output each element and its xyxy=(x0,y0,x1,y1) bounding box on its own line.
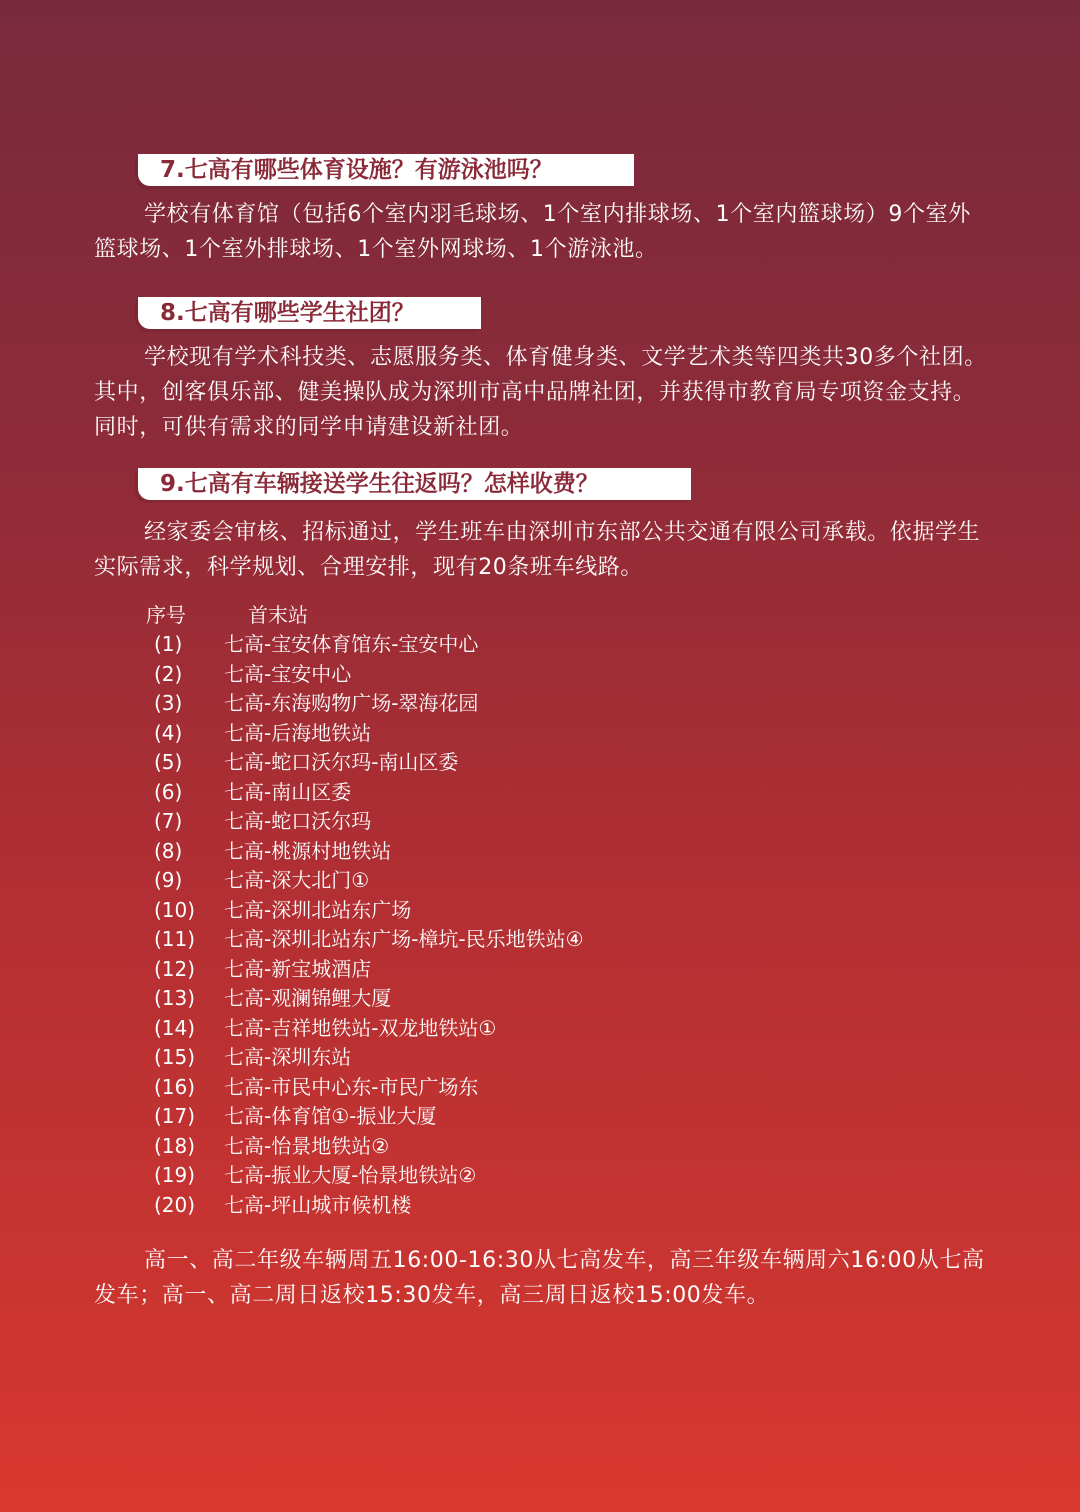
bus-schedule-text: 高一、高二年级车辆周五16:00-16:30从七高发车，高三年级车辆周六16:00从七高发车；高一、高二周日返校15:30发车，高三周日返校15:00发车。 xyxy=(94,1248,985,1308)
route-number: (20) xyxy=(154,1192,196,1217)
route-row xyxy=(146,630,584,660)
route-name: 七高-深圳北站东广场 xyxy=(224,897,412,922)
route-row xyxy=(146,925,584,955)
header-number: 序号 xyxy=(146,603,186,627)
route-name: 七高-坪山城市候机楼 xyxy=(224,1192,412,1217)
route-row xyxy=(146,660,584,690)
route-number: (13) xyxy=(154,986,196,1010)
route-row xyxy=(146,1102,584,1132)
route-name: 七高-振业大厦-怡景地铁站② xyxy=(224,1163,477,1187)
route-name: 七高-南山区委 xyxy=(224,779,352,804)
bus-route-list xyxy=(146,600,584,1220)
route-number: (19) xyxy=(154,1163,196,1187)
route-number: (7) xyxy=(154,809,183,833)
route-number: (5) xyxy=(154,750,183,774)
section-7-heading: 7.七高有哪些体育设施？有游泳池吗？ xyxy=(138,154,634,186)
route-row xyxy=(146,1043,584,1073)
route-row xyxy=(146,807,584,837)
route-name: 七高-蛇口沃尔玛-南山区委 xyxy=(224,750,459,774)
route-name: 七高-深圳东站 xyxy=(224,1045,352,1069)
route-name: 七高-宝安中心 xyxy=(224,661,352,686)
route-row xyxy=(146,896,584,926)
route-number: (17) xyxy=(154,1104,196,1128)
route-number: (2) xyxy=(154,661,183,686)
route-row xyxy=(146,955,584,985)
route-number: (9) xyxy=(154,868,183,892)
section-8-heading: 8.七高有哪些学生社团？ xyxy=(138,297,481,329)
route-row xyxy=(146,1014,584,1044)
route-row xyxy=(146,984,584,1014)
route-name: 七高-市民中心东-市民广场东 xyxy=(224,1074,479,1099)
route-name: 七高-体育馆①-振业大厦 xyxy=(224,1104,437,1128)
route-row xyxy=(146,837,584,867)
route-row xyxy=(146,689,584,719)
route-number: (12) xyxy=(154,956,196,981)
route-number: (1) xyxy=(154,632,183,656)
route-number: (10) xyxy=(154,897,196,922)
route-name: 七高-深圳北站东广场-樟坑-民乐地铁站④ xyxy=(224,927,584,951)
route-number: (6) xyxy=(154,779,183,804)
route-number: (11) xyxy=(154,927,196,951)
route-name: 七高-深大北门① xyxy=(224,868,370,892)
route-name: 七高-东海购物广场-翠海花园 xyxy=(224,691,479,715)
route-list-header xyxy=(146,600,584,630)
route-name: 七高-观澜锦鲤大厦 xyxy=(224,986,392,1010)
route-number: (15) xyxy=(154,1045,196,1069)
route-number: (16) xyxy=(154,1074,196,1099)
route-name: 七高-吉祥地铁站-双龙地铁站① xyxy=(224,1015,497,1040)
route-name: 七高-桃源村地铁站 xyxy=(224,838,392,863)
route-name: 七高-宝安体育馆东-宝安中心 xyxy=(224,632,479,656)
header-stations: 首末站 xyxy=(248,603,308,627)
section-7-body: 学校有体育馆（包括6个室内羽毛球场、1个室内排球场、1个室内篮球场）9个室外篮球场、1个室外排球场、1个室外网球场、1个游泳池。 xyxy=(94,202,971,262)
route-number: (14) xyxy=(154,1015,196,1040)
route-name: 七高-蛇口沃尔玛 xyxy=(224,809,372,833)
route-row xyxy=(146,866,584,896)
route-number: (18) xyxy=(154,1133,196,1158)
section-9-heading: 9.七高有车辆接送学生往返吗？怎样收费？ xyxy=(138,468,691,500)
route-row xyxy=(146,719,584,749)
section-8-body: 学校现有学术科技类、志愿服务类、体育健身类、文学艺术类等四类共30多个社团。其中，创客俱乐部、健美操队成为深圳市高中品牌社团，并获得市教育局专项资金支持。同时，可供有需求的同学申请建设新社团。 xyxy=(94,345,987,440)
route-row xyxy=(146,778,584,808)
route-row xyxy=(146,1161,584,1191)
route-row xyxy=(146,1132,584,1162)
route-number: (8) xyxy=(154,838,183,863)
route-number: (4) xyxy=(154,720,183,745)
route-name: 七高-怡景地铁站② xyxy=(224,1133,390,1158)
route-number: (3) xyxy=(154,691,183,715)
route-name: 七高-新宝城酒店 xyxy=(224,956,372,981)
route-row xyxy=(146,1073,584,1103)
section-9-body: 经家委会审核、招标通过，学生班车由深圳市东部公共交通有限公司承载。依据学生实际需求，科学规划、合理安排，现有20条班车线路。 xyxy=(94,520,981,580)
route-row xyxy=(146,1191,584,1221)
route-name: 七高-后海地铁站 xyxy=(224,720,372,745)
route-row xyxy=(146,748,584,778)
